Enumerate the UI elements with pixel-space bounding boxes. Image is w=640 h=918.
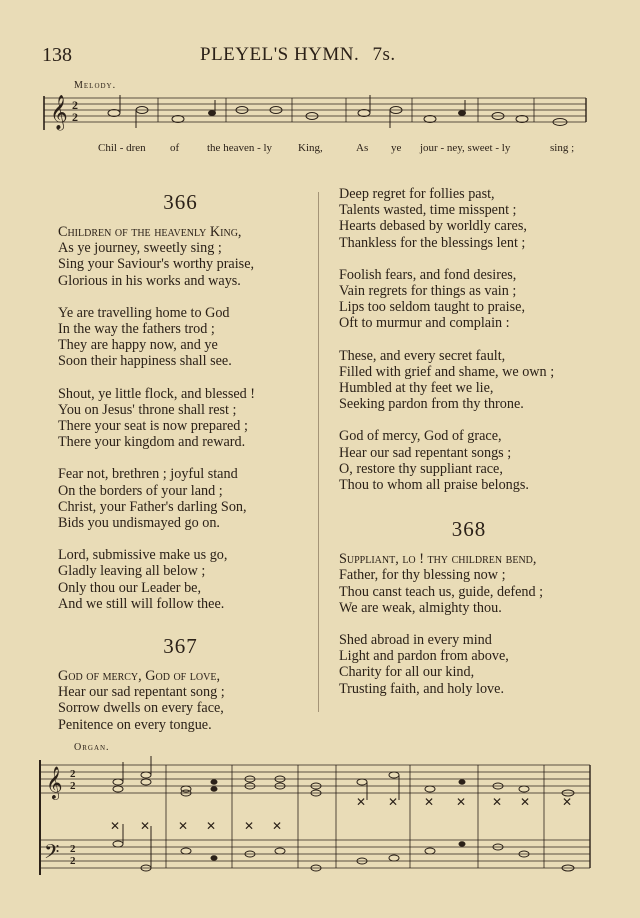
verse-line: These, and every secret fault, <box>339 347 506 364</box>
verse-line: Thou canst teach us, guide, defend ; <box>339 583 544 600</box>
svg-text:✕: ✕ <box>424 795 435 809</box>
verse-line: God of mercy, God of love, <box>58 668 220 685</box>
lyric-syllables-3: the heaven - ly <box>207 142 273 154</box>
verse-line: Soon their happiness shall see. <box>58 353 232 370</box>
verse-line: Hearts debased by worldly cares, <box>339 218 527 235</box>
verse-line: We are weak, almighty thou. <box>339 599 502 616</box>
verse-line: Humbled at thy feet we lie, <box>339 380 494 397</box>
verse-line: And we still will follow thee. <box>58 595 225 612</box>
bass-clef-icon: 𝄢 <box>44 840 60 868</box>
lyric-syllables-1: Chil - dren <box>98 142 146 154</box>
svg-text:2: 2 <box>70 843 76 855</box>
verse-line: You on Jesus' throne shall rest ; <box>58 401 237 418</box>
verse-line: God of mercy, God of grace, <box>339 428 502 445</box>
verse-line: Lips too seldom taught to praise, <box>339 299 525 316</box>
hymn-number-367: 367 <box>163 634 198 659</box>
svg-text:✕: ✕ <box>520 795 531 809</box>
verse-line: On the borders of your land ; <box>58 482 223 499</box>
verse-line: Penitence on every tongue. <box>58 716 212 733</box>
verse-line: Father, for thy blessing now ; <box>339 567 506 584</box>
svg-text:✕: ✕ <box>492 795 503 809</box>
organ-label: Organ. <box>74 742 110 753</box>
verse-line: Thankless for the blessings lent ; <box>339 234 526 251</box>
lyric-syllables-6: ye <box>391 142 402 154</box>
verse-line: Filled with grief and shame, we own ; <box>339 363 555 380</box>
verse-line: Oft to murmur and complain : <box>339 315 510 332</box>
verse-line: Shout, ye little flock, and blessed ! <box>58 385 256 402</box>
verse-line: Children of the heavenly King, <box>58 224 242 240</box>
lyric-syllables-5: As <box>356 142 369 154</box>
verse-line: Glorious in his works and ways. <box>58 272 241 289</box>
verse-line: In the way the fathers trod ; <box>58 321 215 338</box>
melody-label: Melody. <box>74 80 117 91</box>
verse-line: Deep regret for follies past, <box>339 186 495 202</box>
verse-line: Charity for all our kind, <box>339 664 475 681</box>
svg-text:✕: ✕ <box>356 795 367 809</box>
hymn-tune-title: PLEYEL'S HYMN. <box>200 44 360 65</box>
svg-text:✕: ✕ <box>206 819 217 833</box>
verse-line: Seeking pardon from thy throne. <box>339 396 524 413</box>
svg-text:✕: ✕ <box>388 795 399 809</box>
verse-line: Sing your Saviour's worthy praise, <box>58 256 255 273</box>
verse-line: Ye are travelling home to God <box>58 304 230 321</box>
verse-line: Only thou our Leader be, <box>58 579 202 596</box>
lyric-syllables-2: of <box>170 142 180 154</box>
verse-line: Hear our sad repentant song ; <box>58 684 225 701</box>
verse-line: Christ, your Father's darling Son, <box>58 498 247 515</box>
verse-line: Gladly leaving all below ; <box>58 563 206 580</box>
verse-line: Talents wasted, time misspent ; <box>339 202 517 219</box>
svg-text:2: 2 <box>72 98 78 112</box>
verse-line: Fear not, brethren ; joyful stand <box>58 466 238 483</box>
meter-label: 7s. <box>372 44 396 65</box>
verse-line: There your seat is now prepared ; <box>58 418 248 435</box>
lyric-syllables-7: jour - ney, sweet - ly <box>420 142 511 154</box>
hymn-number-368: 368 <box>451 517 487 542</box>
treble-clef-icon: 𝄞 <box>50 95 68 130</box>
svg-text:✕: ✕ <box>110 819 121 833</box>
svg-text:2: 2 <box>70 768 76 780</box>
hymn-number-366: 366 <box>163 190 198 214</box>
treble-clef-icon: 𝄞 <box>46 766 63 799</box>
verse-line: Shed abroad in every mind <box>339 632 492 649</box>
verse-line: Hear our sad repentant songs ; <box>339 444 512 461</box>
verse-line: Foolish fears, and fond desires, <box>339 266 517 283</box>
svg-text:2: 2 <box>70 780 76 792</box>
svg-text:2: 2 <box>72 110 78 124</box>
verse-line: Suppliant, lo ! thy children bend, <box>339 551 537 568</box>
verse-line: There your kingdom and reward. <box>58 434 246 451</box>
lyric-syllables-4: King, <box>298 142 323 154</box>
svg-text:✕: ✕ <box>272 819 283 833</box>
verse-line: Light and pardon from above, <box>339 648 509 665</box>
svg-text:✕: ✕ <box>562 795 573 809</box>
lyric-syllables-8: sing ; <box>550 142 575 154</box>
svg-text:2: 2 <box>70 855 76 867</box>
verse-line: Vain regrets for things as vain ; <box>339 283 517 300</box>
verse-line: Lord, submissive make us go, <box>58 547 228 564</box>
verse-line: O, restore thy suppliant race, <box>339 460 503 477</box>
verse-line: As ye journey, sweetly sing ; <box>58 240 222 257</box>
svg-text:✕: ✕ <box>456 795 467 809</box>
verse-line: Sorrow dwells on every face, <box>58 700 224 717</box>
svg-text:✕: ✕ <box>244 819 255 833</box>
verse-line: They are happy now, and ye <box>58 337 218 354</box>
verse-line: Thou to whom all praise belongs. <box>339 477 529 494</box>
verse-line: Trusting faith, and holy love. <box>339 680 504 697</box>
page-number: 138 <box>42 44 72 66</box>
svg-text:✕: ✕ <box>140 819 151 833</box>
verse-line: Bids you undismayed go on. <box>58 515 220 532</box>
svg-text:✕: ✕ <box>178 819 189 833</box>
